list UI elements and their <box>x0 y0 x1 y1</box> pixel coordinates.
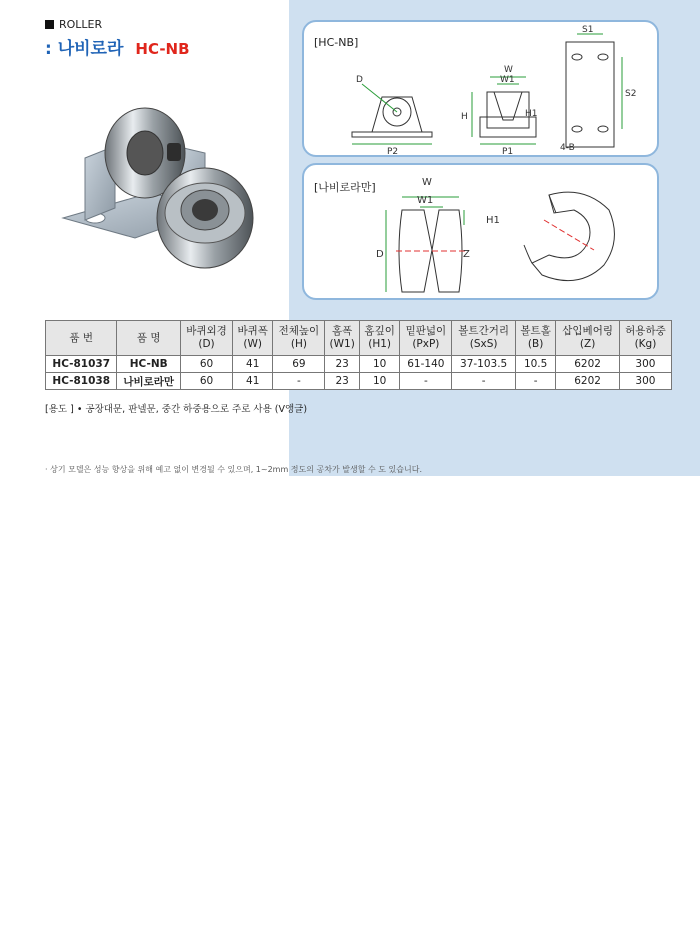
column-header <box>359 321 399 356</box>
dim-p2: P2 <box>387 147 399 157</box>
column-header-label: 밑판넓이 <box>405 325 447 337</box>
column-header-label: 품 번 <box>69 331 94 344</box>
table-cell: 41 <box>233 373 273 390</box>
dim-s2: S2 <box>625 89 637 99</box>
table-cell: - <box>515 373 555 390</box>
spec-header-row <box>46 321 672 356</box>
table-cell: - <box>400 373 452 390</box>
column-header-label: 홈폭 <box>332 325 353 337</box>
column-header-unit: (SxS) <box>469 338 498 350</box>
table-cell: 6202 <box>556 356 620 373</box>
table-cell: 23 <box>325 356 360 373</box>
butterfly-roller-technical-drawing <box>304 165 661 302</box>
usage-text: • 공장대문, 판넬문, 중간 하중용으로 주로 사용 (V앵글) <box>76 404 308 415</box>
dim-p1: P1 <box>502 147 514 157</box>
dim-w-roller: W <box>422 177 432 188</box>
column-header-label: 홈깊이 <box>364 325 395 337</box>
usage-line <box>45 401 307 415</box>
column-header-unit: (H) <box>290 338 307 350</box>
footnote: · 상기 모델은 성능 향상을 위해 예고 없이 변경될 수 있으며, 1~2mm 정도의 공차가 발생할 수 도 있습니다. <box>45 465 422 474</box>
column-header-label: 허용하중 <box>625 325 666 337</box>
table-cell: 60 <box>181 373 233 390</box>
column-header <box>400 321 452 356</box>
column-header <box>46 321 117 356</box>
table-cell: 10 <box>359 356 399 373</box>
dim-b: 4-B <box>560 143 575 153</box>
title-code: HC-NB <box>135 40 190 58</box>
column-header-unit: (W1) <box>329 338 355 350</box>
column-header <box>181 321 233 356</box>
butterfly-roller-diagram-box <box>302 163 659 300</box>
column-header-unit: (H1) <box>368 338 392 350</box>
dim-w: W <box>504 65 513 75</box>
column-header <box>273 321 325 356</box>
table-cell: 300 <box>619 356 671 373</box>
table-cell: - <box>273 373 325 390</box>
title-korean: : 나비로라 <box>45 39 124 59</box>
column-header <box>619 321 671 356</box>
dim-h1: H1 <box>525 109 538 119</box>
column-header-unit: (Kg) <box>634 338 657 350</box>
table-cell: 41 <box>233 356 273 373</box>
roller-product-photo <box>55 98 265 273</box>
table-cell: 10.5 <box>515 356 555 373</box>
hc-nb-diagram-label: [HC-NB] <box>314 36 359 49</box>
hc-nb-technical-drawing <box>304 22 661 159</box>
column-header-unit: (W) <box>243 338 262 350</box>
butterfly-roller-diagram-label: [나비로라만] <box>314 181 376 194</box>
column-header-label: 품 명 <box>136 331 161 344</box>
table-cell: 6202 <box>556 373 620 390</box>
table-cell: HC-81038 <box>46 373 117 390</box>
column-header-label: 바퀴외경 <box>186 325 227 337</box>
table-cell: 60 <box>181 356 233 373</box>
table-cell: 300 <box>619 373 671 390</box>
dim-d: D <box>356 75 363 85</box>
column-header <box>117 321 181 356</box>
table-cell: 10 <box>359 373 399 390</box>
dim-d-roller: D <box>376 249 384 260</box>
spec-table-body <box>46 356 672 390</box>
table-cell: HC-81037 <box>46 356 117 373</box>
column-header <box>515 321 555 356</box>
table-cell: 23 <box>325 373 360 390</box>
dim-w1-roller: W1 <box>417 195 434 206</box>
column-header <box>325 321 360 356</box>
dim-z: Z <box>463 249 470 260</box>
column-header-unit: (PxP) <box>412 338 440 350</box>
table-cell: HC-NB <box>117 356 181 373</box>
table-cell: 37-103.5 <box>452 356 516 373</box>
column-header-label: 볼트홀 <box>520 325 551 337</box>
table-cell: - <box>452 373 516 390</box>
column-header-label: 볼트간거리 <box>458 325 509 337</box>
column-header-label: 삽입베어링 <box>562 325 613 337</box>
dim-w1: W1 <box>500 75 515 85</box>
table-cell: 69 <box>273 356 325 373</box>
dim-s1: S1 <box>582 25 594 35</box>
column-header-unit: (Z) <box>579 338 596 350</box>
product-title <box>45 34 190 59</box>
column-header-label: 바퀴폭 <box>237 325 268 337</box>
column-header <box>452 321 516 356</box>
column-header <box>556 321 620 356</box>
dim-h: H <box>461 112 468 122</box>
usage-label: [용도 ] <box>45 404 74 415</box>
square-bullet-icon <box>45 20 54 29</box>
table-row <box>46 373 672 390</box>
column-header-unit: (B) <box>527 338 544 350</box>
page-header <box>45 18 190 59</box>
column-header <box>233 321 273 356</box>
category-line <box>45 18 190 31</box>
column-header-unit: (D) <box>198 338 215 350</box>
hc-nb-diagram-box <box>302 20 659 157</box>
category-label: ROLLER <box>59 18 103 31</box>
column-header-label: 전체높이 <box>278 325 320 337</box>
table-cell: 61-140 <box>400 356 452 373</box>
table-row <box>46 356 672 373</box>
spec-table <box>45 320 672 390</box>
table-cell: 나비로라만 <box>117 373 181 390</box>
dim-h1-roller: H1 <box>486 215 500 226</box>
